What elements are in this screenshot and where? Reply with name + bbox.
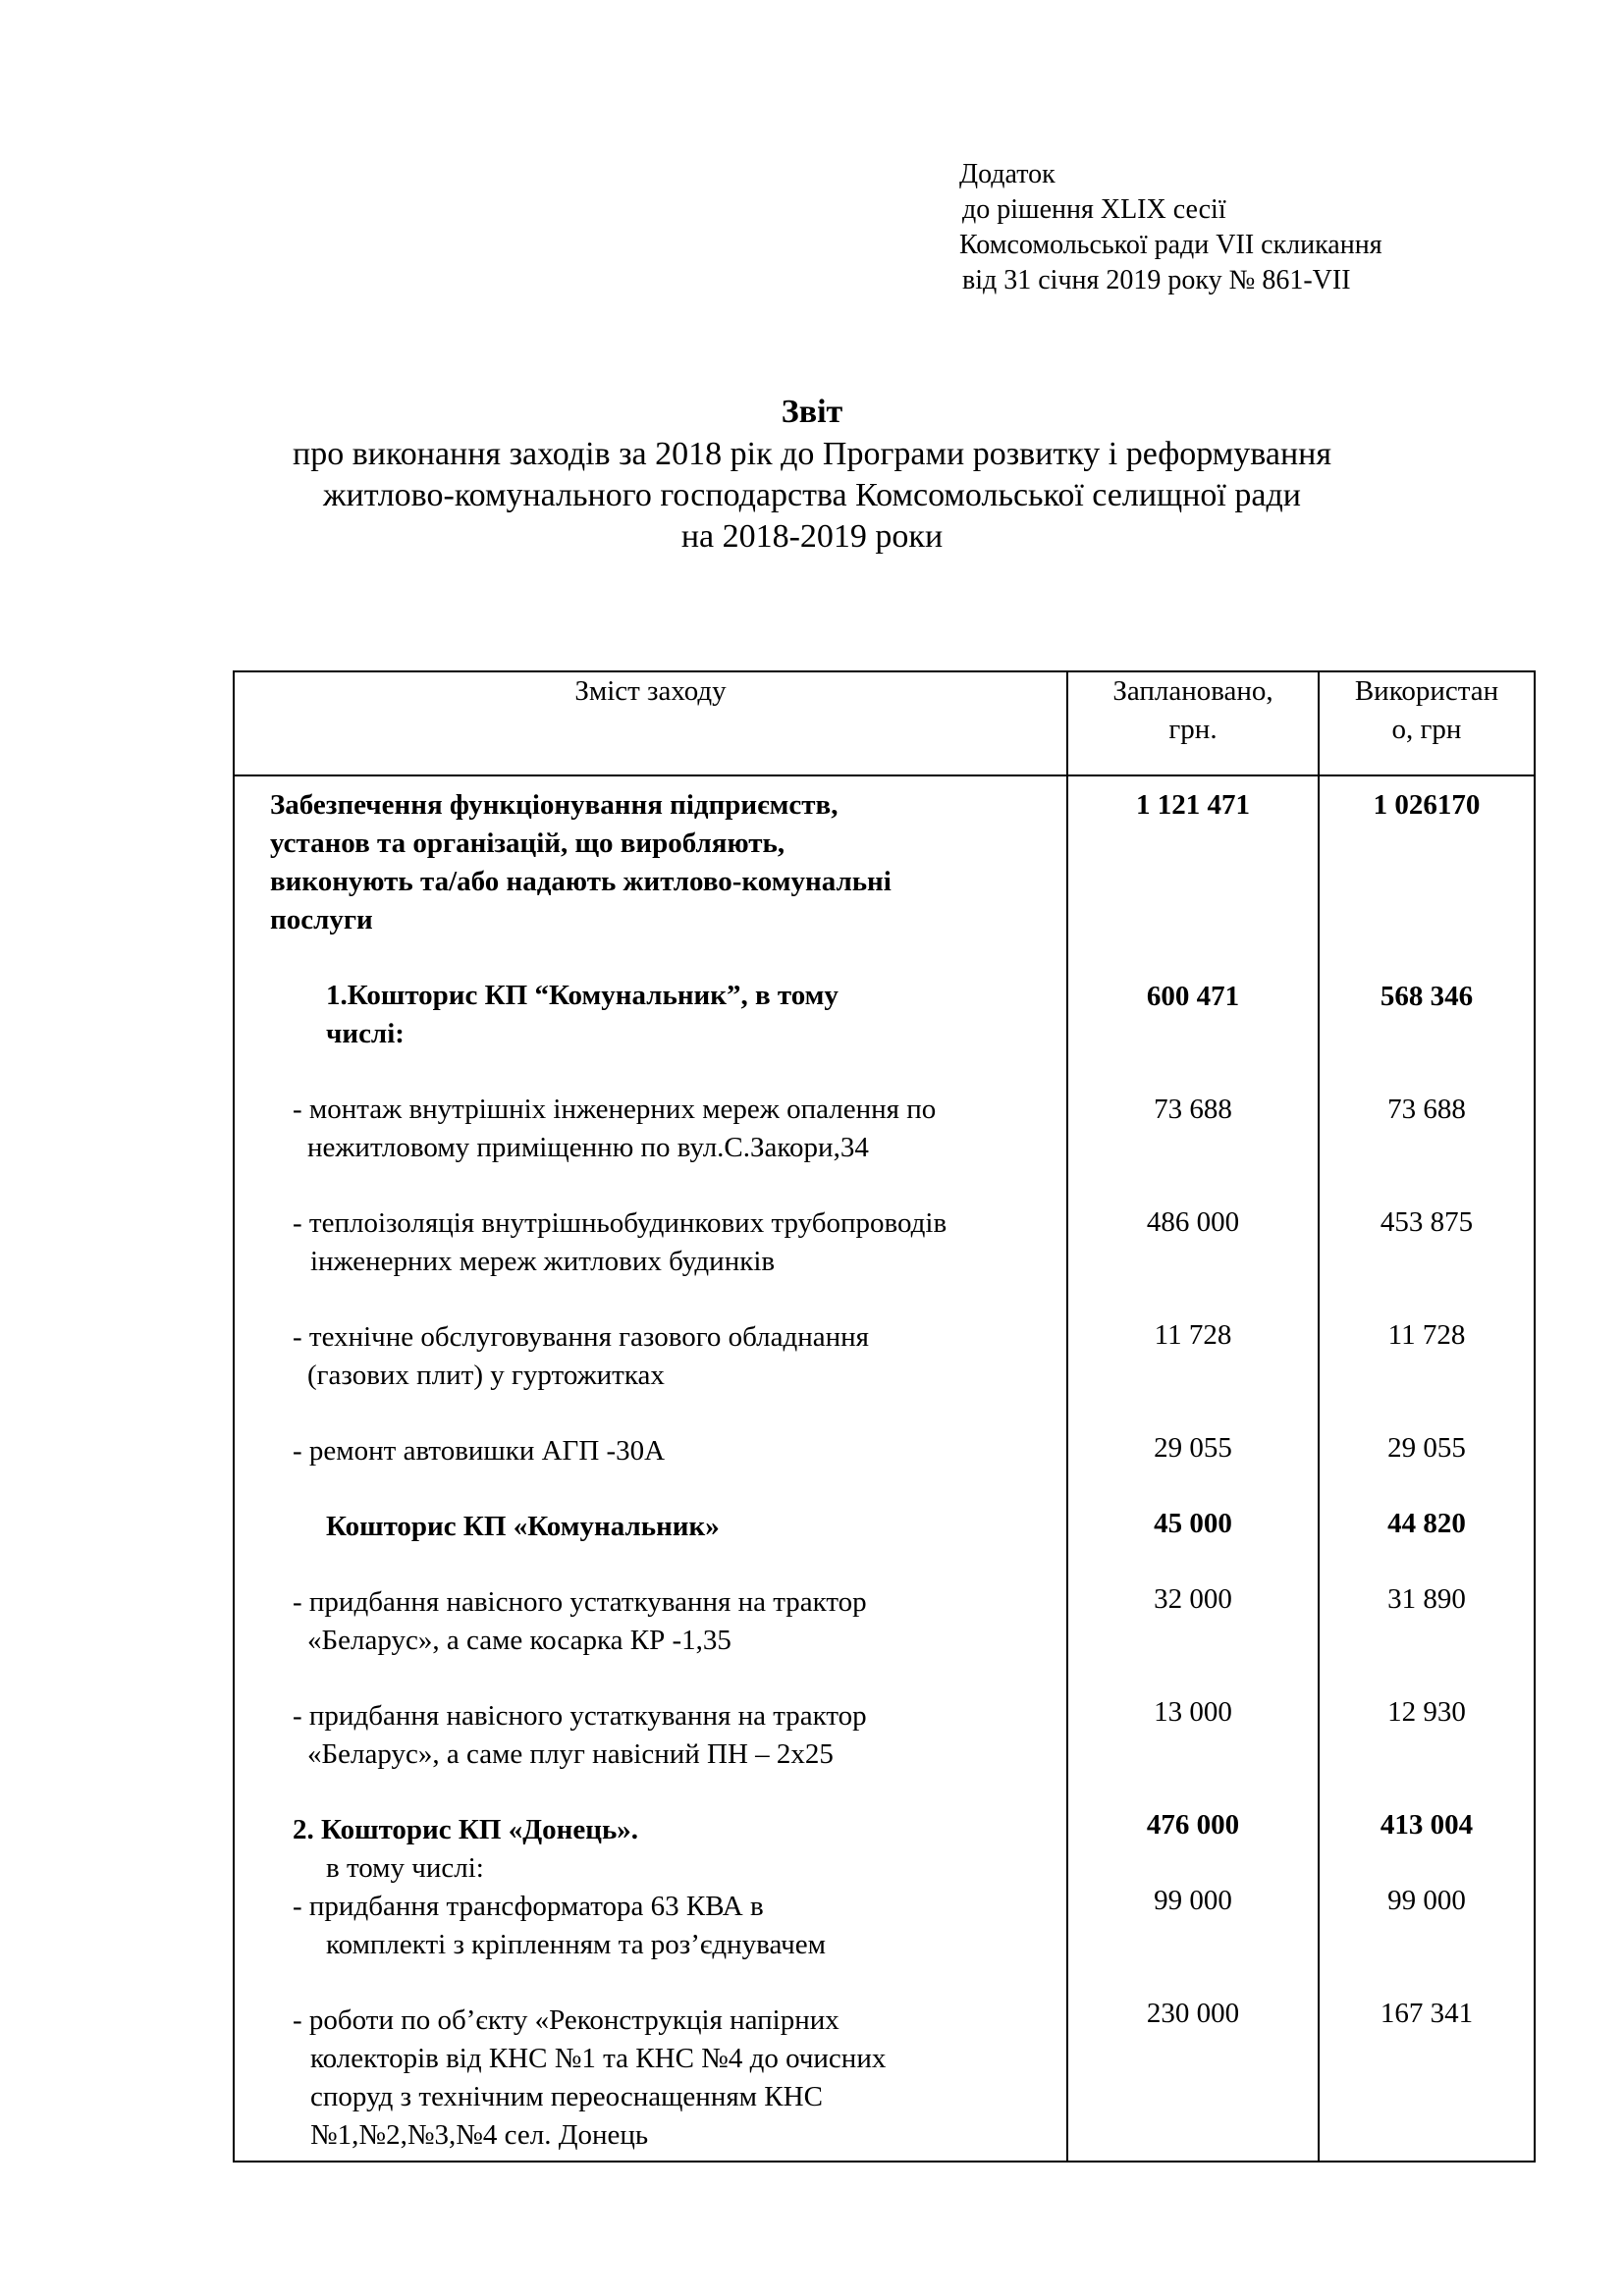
row-used-value: 1 026170 xyxy=(1373,789,1481,821)
appendix-line: Комсомольської ради VII скликання xyxy=(959,230,1382,260)
row-plan-value: 1 121 471 xyxy=(1136,789,1250,821)
row-desc-line: - роботи по об’єкту «Реконструкція напірних xyxy=(293,2004,839,2036)
row-used-value: 413 004 xyxy=(1380,1809,1474,1841)
row-used-value: 31 890 xyxy=(1387,1583,1466,1615)
row-used-value: 453 875 xyxy=(1380,1206,1474,1238)
row-plan-value: 600 471 xyxy=(1146,981,1240,1012)
header-desc-label: Зміст заходу xyxy=(574,675,727,707)
desc-column xyxy=(234,775,1067,2162)
row-desc-line: Забезпечення функціонування підприємств, xyxy=(270,789,839,821)
row-plan-value: 99 000 xyxy=(1154,1885,1232,1916)
row-plan-value: 32 000 xyxy=(1154,1583,1232,1615)
appendix-block xyxy=(959,157,1382,298)
row-plan-value: 73 688 xyxy=(1154,1094,1232,1125)
report-subtitle-line: житлово-комунального господарства Комсомольської селищної ради xyxy=(323,477,1301,513)
row-plan-value: 230 000 xyxy=(1146,1998,1240,2029)
row-desc-line: числі: xyxy=(326,1018,405,1049)
row-desc-line: 1.Кошторис КП “Комунальник”, в тому xyxy=(326,980,839,1011)
table-body-row xyxy=(234,775,1535,2162)
row-desc-line: інженерних мереж житлових будинків xyxy=(310,1246,776,1277)
row-desc-line: (газових плит) у гуртожитках xyxy=(307,1360,665,1391)
row-desc-line: - технічне обслуговування газового обладнання xyxy=(293,1321,870,1353)
row-used-value: 11 728 xyxy=(1387,1319,1466,1351)
table-header-row xyxy=(234,671,1535,775)
row-desc-line: - монтаж внутрішніх інженерних мереж опалення по xyxy=(293,1094,937,1125)
row-desc-line: - придбання навісного устаткування на трактор xyxy=(293,1586,867,1618)
row-desc-line: 2. Кошторис КП «Донець». xyxy=(293,1814,639,1845)
header-plan-label: Заплановано, xyxy=(1112,675,1273,707)
row-desc-line: - придбання навісного устаткування на трактор xyxy=(293,1700,867,1732)
row-used-value: 29 055 xyxy=(1387,1432,1466,1464)
report-subtitle-line: на 2018-2019 роки xyxy=(680,518,944,555)
row-desc-line: в тому числі: xyxy=(326,1852,484,1884)
appendix-line: від 31 січня 2019 року № 861-VII xyxy=(962,265,1351,295)
row-used-value: 44 820 xyxy=(1387,1508,1466,1539)
row-used-value: 167 341 xyxy=(1380,1998,1474,2029)
row-plan-value: 29 055 xyxy=(1154,1432,1232,1464)
row-desc-line: нежитловому приміщенню по вул.С.Закори,34 xyxy=(307,1132,869,1163)
appendix-line: до рішення XLIX сесії xyxy=(962,194,1226,225)
row-desc-line: колекторів від КНС №1 та КНС №4 до очисних xyxy=(310,2043,887,2074)
row-desc-line: «Беларус», а саме косарка КР -1,35 xyxy=(307,1625,731,1656)
row-desc-line: установ та організацій, що виробляють, xyxy=(270,828,785,859)
row-desc-line: - придбання трансформатора 63 КВА в xyxy=(293,1891,764,1922)
header-used xyxy=(1319,671,1535,775)
report-title: Звіт xyxy=(781,394,843,430)
header-used-unit: о, грн xyxy=(1391,714,1462,745)
row-desc-line: Кошторис КП «Комунальник» xyxy=(326,1511,720,1542)
plan-column xyxy=(1067,775,1319,2162)
report-subtitle-line: про виконання заходів за 2018 рік до Програми розвитку і реформування xyxy=(293,436,1331,472)
report-title-block xyxy=(0,391,1624,558)
row-used-value: 99 000 xyxy=(1387,1885,1466,1916)
row-used-value: 73 688 xyxy=(1387,1094,1466,1125)
header-desc xyxy=(234,671,1067,775)
appendix-line: Додаток xyxy=(959,159,1056,189)
row-desc-line: «Беларус», а саме плуг навісний ПН – 2х25 xyxy=(307,1738,834,1770)
header-plan-unit: грн. xyxy=(1168,714,1218,745)
row-used-value: 568 346 xyxy=(1380,981,1474,1012)
report-table xyxy=(233,670,1536,2163)
row-plan-value: 476 000 xyxy=(1146,1809,1240,1841)
row-plan-value: 45 000 xyxy=(1154,1508,1232,1539)
row-plan-value: 11 728 xyxy=(1154,1319,1232,1351)
row-desc-line: - теплоізоляція внутрішньобудинкових трубопроводів xyxy=(293,1207,947,1239)
row-desc-line: - ремонт автовишки АГП -30А xyxy=(293,1435,666,1467)
row-plan-value: 486 000 xyxy=(1146,1206,1240,1238)
row-plan-value: 13 000 xyxy=(1154,1696,1232,1728)
row-desc-line: споруд з технічним переоснащенням КНС xyxy=(310,2081,823,2112)
header-used-label: Використан xyxy=(1354,675,1499,707)
used-column xyxy=(1319,775,1535,2162)
row-desc-line: комплекті з кріпленням та роз’єднувачем xyxy=(326,1929,826,1960)
header-plan xyxy=(1067,671,1319,775)
row-desc-line: виконують та/або надають житлово-комунальні xyxy=(270,866,892,897)
row-desc-line: послуги xyxy=(270,904,373,935)
row-used-value: 12 930 xyxy=(1387,1696,1466,1728)
row-desc-line: №1,№2,№3,№4 сел. Донець xyxy=(310,2119,649,2151)
